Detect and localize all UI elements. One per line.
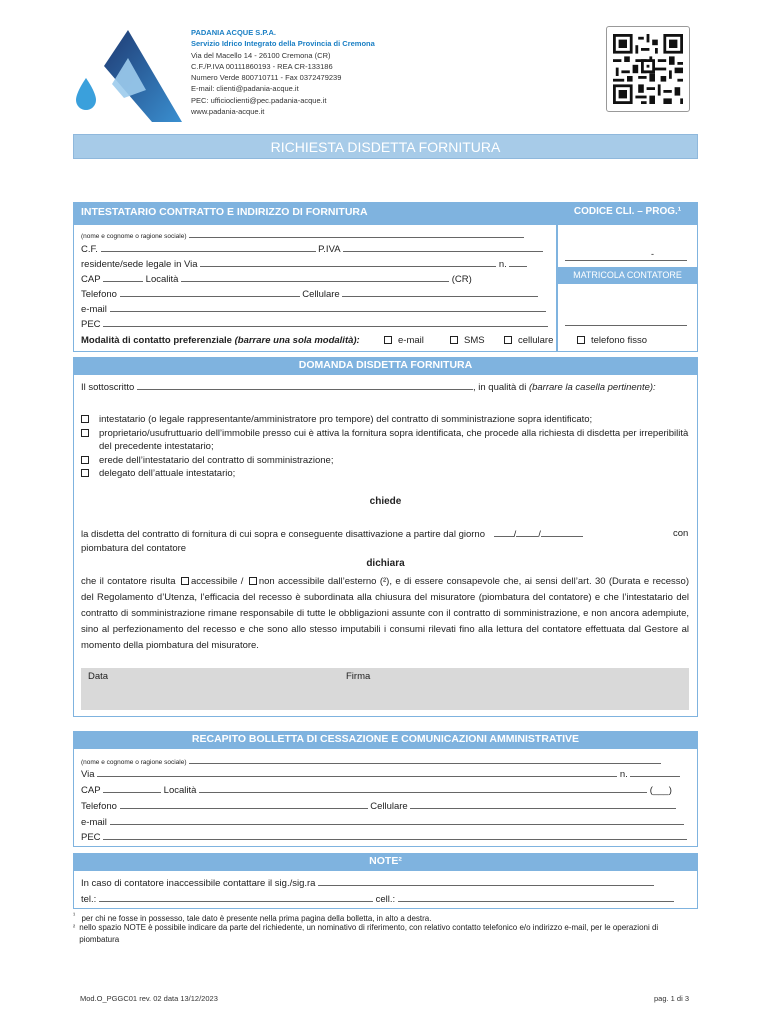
recapito-cap-label: CAP bbox=[81, 785, 101, 796]
residente-label: residente/sede legale in Via bbox=[81, 259, 198, 270]
codice-cliente-heading: CODICE CLI. – PROG.¹ bbox=[557, 202, 698, 224]
accessibile-label: accessibile / bbox=[190, 576, 244, 587]
sottoscritto-label: Il sottoscritto bbox=[81, 382, 135, 393]
recapito-telefono-field[interactable] bbox=[120, 800, 368, 809]
section-recapito-heading: RECAPITO BOLLETTA DI CESSAZIONE E COMUNICAZIONI AMMINISTRATIVE bbox=[73, 731, 698, 749]
company-web: www.padania-acque.it bbox=[191, 107, 265, 117]
footnote-2-text: nello spazio NOTE è possibile indicare da parte del richiedente, un nominativo di riferimento, con relativo contatto telefonico e/o indirizzo e-mail, per le operazioni di piombatura bbox=[79, 923, 659, 944]
row-cf bbox=[81, 243, 543, 255]
delegato-checkbox[interactable] bbox=[81, 469, 89, 477]
via-field[interactable] bbox=[200, 258, 496, 267]
company-phone: Numero Verde 800710711 - Fax 0372479239 bbox=[191, 73, 342, 83]
dichiara-paragraph bbox=[81, 574, 689, 654]
civico-field[interactable] bbox=[509, 258, 527, 267]
note-cell-field[interactable] bbox=[398, 893, 674, 902]
company-pec: PEC: ufficioclienti@pec.padania-acque.it bbox=[191, 95, 327, 105]
n-label: n. bbox=[498, 259, 507, 270]
dichiara-text: non accessibile dall’esterno (²), e di essere consapevole che, ai sensi dell’art. 30 (Durata e recesso) del Regolamento d’Utenza, l’efficacia del recesso è subordinata alla chiusura del misuratore (piombatura del contatore) e che l’intestatario del contratto di somministrazione rimane responsabile di tutte le obbligazioni assunte con il contratto di somministrazione, e non ancora adempiute, sino al perfezionamento del recesso e che sono allo stesso imputabili i consumi rilevati fino alla lettura del contatore effettuata dal Gestore al momento della piombatura del misuratore. bbox=[81, 576, 689, 651]
cf-field[interactable] bbox=[101, 243, 316, 252]
piva-field[interactable] bbox=[343, 243, 543, 252]
list-item bbox=[81, 454, 691, 468]
sottoscritto-field[interactable] bbox=[137, 381, 473, 390]
recapito-civico-field[interactable] bbox=[630, 768, 680, 777]
anno-field[interactable] bbox=[541, 528, 583, 537]
recapito-cellulare-field[interactable] bbox=[410, 800, 676, 809]
disdetta-text: la disdetta del contratto di fornitura di cui sopra e conseguente disattivazione a partire dal giorno bbox=[81, 529, 485, 540]
recapito-nome-label: (nome e cognome o ragione sociale) bbox=[81, 759, 187, 766]
company-logo bbox=[72, 26, 184, 122]
recapito-localita-field[interactable] bbox=[199, 784, 647, 793]
cellulare-field[interactable] bbox=[342, 288, 538, 297]
chiede-heading: chiede bbox=[369, 496, 402, 507]
recapito-n-label: n. bbox=[619, 769, 628, 780]
recapito-cap-field[interactable] bbox=[103, 784, 161, 793]
dichiara-heading: dichiara bbox=[366, 558, 405, 569]
section-intestatario-heading: INTESTATARIO CONTRATTO E INDIRIZZO DI FORNITURA bbox=[73, 202, 557, 224]
option-sms bbox=[450, 335, 485, 346]
cap-field[interactable] bbox=[103, 273, 143, 282]
recapito-via-field[interactable] bbox=[97, 768, 617, 777]
codice-box bbox=[557, 224, 698, 352]
con-label: con bbox=[673, 528, 689, 539]
email-label: e-mail bbox=[81, 304, 107, 315]
row-disdetta: la disdetta del contratto di fornitura di cui sopra e conseguente disattivazione a partire dal giorno / / bbox=[81, 528, 583, 540]
row-pec bbox=[81, 318, 548, 330]
option-telefono bbox=[577, 335, 647, 346]
localita-label: Località bbox=[145, 274, 179, 285]
pec-label: PEC bbox=[81, 319, 101, 330]
accessibile-checkbox[interactable] bbox=[181, 577, 189, 585]
modalita-note: (barrare una sola modalità): bbox=[234, 335, 360, 346]
erede-checkbox[interactable] bbox=[81, 456, 89, 464]
row-note-tel bbox=[81, 893, 674, 905]
list-item bbox=[81, 427, 691, 454]
telefono-label: Telefono bbox=[81, 289, 117, 300]
dichiara-intro: che il contatore risulta bbox=[81, 576, 176, 587]
row-residente bbox=[81, 258, 527, 270]
company-name: PADANIA ACQUE S.P.A. bbox=[191, 28, 277, 37]
row-sottoscritto bbox=[81, 381, 656, 393]
recapito-prov: (___) bbox=[649, 785, 672, 796]
note-tel-field[interactable] bbox=[99, 893, 373, 902]
giorno-field[interactable] bbox=[494, 528, 514, 537]
email-field[interactable] bbox=[110, 303, 546, 312]
piva-label: P.IVA bbox=[318, 244, 341, 255]
note-tel-label: tel.: bbox=[81, 894, 97, 905]
row-nome bbox=[81, 229, 524, 241]
company-info bbox=[191, 27, 375, 117]
row-email bbox=[81, 303, 546, 315]
cr-label: (CR) bbox=[451, 274, 472, 285]
row-recapito-email bbox=[81, 816, 684, 828]
qr-code bbox=[606, 26, 690, 112]
page-title: RICHIESTA DISDETTA FORNITURA bbox=[73, 134, 698, 159]
list-item bbox=[81, 467, 691, 481]
section-domanda-heading: DOMANDA DISDETTA FORNITURA bbox=[73, 357, 698, 375]
nome-label: (nome e cognome o ragione sociale) bbox=[81, 233, 187, 240]
recapito-pec-field[interactable] bbox=[103, 831, 687, 840]
note-contatto-label: In caso di contatore inaccessibile contattare il sig./sig.ra bbox=[81, 878, 316, 889]
qualita-label: , in qualità di bbox=[472, 382, 527, 393]
recapito-email-field[interactable] bbox=[110, 816, 684, 825]
footer-page: pag. 1 di 3 bbox=[654, 994, 690, 1003]
row-recapito-via bbox=[81, 768, 680, 780]
row-modalita bbox=[81, 335, 360, 346]
qr-code-icon bbox=[613, 33, 683, 105]
non-accessibile-checkbox[interactable] bbox=[249, 577, 257, 585]
section-note-heading: NOTE² bbox=[73, 853, 698, 871]
company-service: Servizio Idrico Integrato della Provincia di Cremona bbox=[191, 39, 375, 49]
row-recapito-telefono bbox=[81, 800, 676, 812]
proprietario-checkbox[interactable] bbox=[81, 429, 89, 437]
codice-cliente-field[interactable] bbox=[565, 260, 687, 261]
footer-model: Mod.O_PGGC01 rev. 02 data 13/12/2023 bbox=[80, 994, 218, 1003]
company-address: Via del Macello 14 - 26100 Cremona (CR) bbox=[191, 50, 331, 60]
cf-label: C.F. bbox=[81, 244, 98, 255]
row-cap bbox=[81, 273, 472, 285]
nome-field[interactable] bbox=[189, 229, 524, 238]
qualita-list bbox=[81, 413, 691, 481]
footnote-2-mark: ² bbox=[73, 924, 76, 931]
option-sms-label: SMS bbox=[464, 335, 485, 346]
row-recapito-pec bbox=[81, 831, 687, 843]
footnote-2 bbox=[73, 922, 693, 946]
footnote-1-text: per chi ne fosse in possesso, tale dato è presente nella prima pagina della bolletta, in alto a destra. bbox=[81, 913, 432, 923]
company-tax: C.F./P.IVA 00111860193 - REA CR-133186 bbox=[191, 61, 333, 71]
data-label: Data bbox=[88, 671, 109, 682]
option-email-label: e-mail bbox=[398, 335, 424, 346]
option-telefono-label: telefono fisso bbox=[591, 335, 647, 346]
matricola-heading: MATRICOLA CONTATORE bbox=[557, 267, 698, 284]
list-item bbox=[81, 413, 691, 427]
item-delegato: delegato dell’attuale intestatario; bbox=[99, 468, 236, 479]
row-note-contatto bbox=[81, 877, 654, 889]
pec-field[interactable] bbox=[103, 318, 548, 327]
recapito-pec-label: PEC bbox=[81, 832, 101, 843]
cellulare-label: Cellulare bbox=[302, 289, 340, 300]
item-intestatario: intestatario (o legale rappresentante/amministratore pro tempore) del contratto di somministrazione sopra identificato; bbox=[99, 414, 593, 425]
option-cellulare bbox=[504, 335, 553, 346]
codice-dash: - bbox=[651, 249, 654, 259]
company-email: E-mail: clienti@padania-acque.it bbox=[191, 84, 299, 94]
intestatario-checkbox[interactable] bbox=[81, 415, 89, 423]
recapito-cellulare-label: Cellulare bbox=[370, 801, 408, 812]
footnote-1-mark: ¹ bbox=[73, 912, 76, 919]
row-telefono bbox=[81, 288, 538, 300]
note-contatto-field[interactable] bbox=[318, 877, 654, 886]
item-erede: erede dell’intestatario del contratto di somministrazione; bbox=[99, 454, 334, 466]
data-firma-box bbox=[81, 668, 689, 710]
recapito-via-label: Via bbox=[81, 769, 95, 780]
matricola-field[interactable] bbox=[565, 325, 687, 326]
recapito-nome-field[interactable] bbox=[189, 755, 661, 764]
modalita-label: Modalità di contatto preferenziale bbox=[81, 335, 232, 346]
option-cellulare-label: cellulare bbox=[518, 335, 554, 346]
row-recapito-nome bbox=[81, 755, 661, 767]
item-proprietario: proprietario/usufruttuario dell’immobile presso cui è attiva la fornitura sopra identificata, che procede alla richiesta di disdetta per irreperibilità del precedente intestatario; bbox=[99, 427, 689, 452]
recapito-telefono-label: Telefono bbox=[81, 801, 117, 812]
sms-checkbox[interactable] bbox=[450, 336, 458, 344]
mese-field[interactable] bbox=[516, 528, 538, 537]
email-checkbox[interactable] bbox=[384, 336, 392, 344]
note-cell-label: cell.: bbox=[375, 894, 396, 905]
row-recapito-cap bbox=[81, 784, 672, 796]
firma-label: Firma bbox=[346, 671, 371, 682]
recapito-email-label: e-mail bbox=[81, 817, 107, 828]
recapito-localita-label: Località bbox=[163, 785, 197, 796]
cap-label: CAP bbox=[81, 274, 101, 285]
qualita-note: (barrare la casella pertinente): bbox=[528, 382, 656, 393]
cellulare-checkbox[interactable] bbox=[504, 336, 512, 344]
telefono-fisso-checkbox[interactable] bbox=[577, 336, 585, 344]
telefono-field[interactable] bbox=[120, 288, 300, 297]
option-email bbox=[384, 335, 424, 346]
localita-field[interactable] bbox=[181, 273, 449, 282]
piombatura-label: piombatura del contatore bbox=[81, 543, 187, 554]
